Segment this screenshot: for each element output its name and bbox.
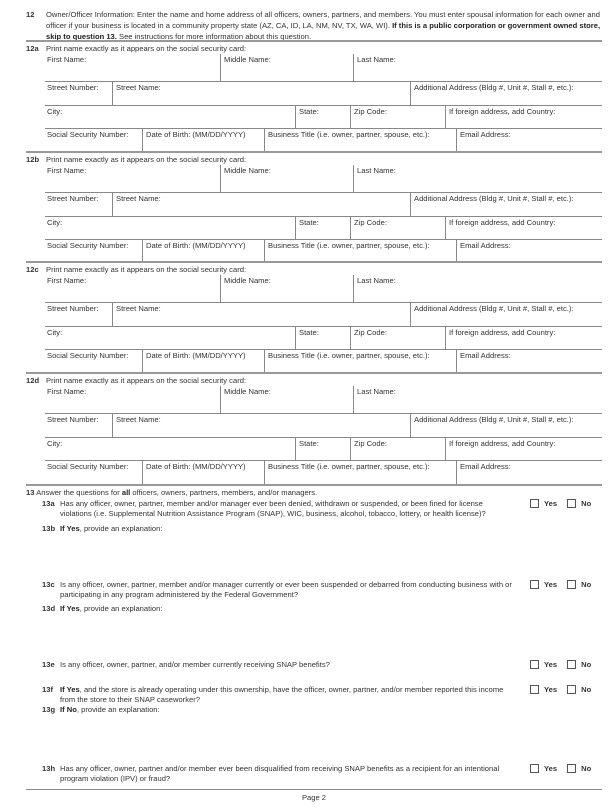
label-text: Middle Name: (224, 166, 271, 175)
label-text: If foreign address, add Country: (449, 439, 556, 448)
label-text: No (581, 685, 592, 694)
zip-field[interactable] (350, 327, 445, 349)
label-text: Email Address: (460, 241, 511, 250)
label-text: If foreign address, add Country: (449, 218, 556, 227)
address-row (45, 193, 602, 217)
label-text: No (581, 499, 592, 508)
label-text: Business Title (i.e. owner, partner, spouse, etc.): (268, 130, 430, 139)
label-text: If Yes (60, 524, 80, 533)
owner-block (26, 40, 602, 150)
label-text: 13a (42, 499, 55, 508)
label-text: Date of Birth: (MM/DD/YYYY) (146, 351, 246, 360)
label-text: Street Number: (47, 194, 99, 203)
label-text: Business Title (i.e. owner, partner, spouse, etc.): (268, 462, 430, 471)
label-text: Last Name: (357, 387, 396, 396)
label-text: City: (47, 328, 63, 337)
label-text: 13f (42, 685, 53, 694)
label-text: 13g (42, 705, 56, 714)
label-text: Middle Name: (224, 276, 271, 285)
yes-checkbox[interactable] (530, 764, 539, 773)
business-title-field[interactable] (264, 461, 456, 484)
street-name-field[interactable] (112, 82, 410, 105)
label-text: No (581, 764, 592, 773)
question-13h (42, 764, 512, 784)
name-row (45, 275, 602, 303)
ssn-field[interactable] (45, 129, 142, 152)
street-name-field[interactable] (112, 303, 410, 326)
additional-address-field[interactable] (410, 303, 602, 326)
city-field[interactable] (45, 438, 295, 460)
label-text: Yes (544, 660, 558, 669)
owner-instruction: Print name exactly as it appears on the social security card: (46, 265, 247, 274)
city-field[interactable] (45, 217, 295, 239)
label-text: Date of Birth: (MM/DD/YYYY) (146, 241, 246, 250)
label-text: City: (47, 218, 63, 227)
page-number: Page 2 (26, 789, 602, 802)
email-field[interactable] (456, 129, 602, 152)
first-name-field[interactable] (45, 275, 220, 302)
question-bold-text: If this is a public corporation or government owned store, skip to question 13. (46, 21, 601, 41)
street-number-field[interactable] (45, 82, 112, 105)
label-text: Street Name: (116, 415, 161, 424)
additional-address-field[interactable] (410, 193, 602, 216)
identity-row (45, 129, 602, 152)
last-name-field[interactable] (353, 54, 602, 81)
label-text: Zip Code: (354, 218, 387, 227)
label-text: State: (299, 439, 319, 448)
middle-name-field[interactable] (220, 54, 353, 81)
dob-field[interactable] (142, 129, 264, 152)
label-text: Street Number: (47, 304, 99, 313)
street-number-field[interactable] (45, 193, 112, 216)
label-text: Yes (544, 499, 558, 508)
label-text: 13e (42, 660, 55, 669)
business-title-field[interactable] (264, 240, 456, 263)
dob-field[interactable] (142, 350, 264, 373)
city-row (45, 106, 602, 129)
dob-field[interactable] (142, 461, 264, 484)
owner-number: 12b (26, 155, 40, 164)
label-text: Last Name: (357, 166, 396, 175)
address-row (45, 82, 602, 106)
yes-no-13e (530, 660, 591, 669)
no-checkbox[interactable] (567, 764, 576, 773)
middle-name-field[interactable] (220, 165, 353, 192)
email-field[interactable] (456, 240, 602, 263)
label-text: If Yes (60, 685, 80, 694)
label-text: First Name: (47, 55, 87, 64)
question-text: Owner/Officer Information: Enter the name and home address of all officers, owners, partners, and members. You must enter spousal information for each owner and officer if your business is located in a community property state (AZ, CA, ID, LA, NM, NV, TX, WA, WI). (46, 10, 600, 30)
label-text: Additional Address (Bldg #, Unit #, Stall #, etc.): (414, 83, 574, 92)
label-text: Is any officer, owner, partner, member and/or manager currently or ever been suspended or debarred from conducting business with or participating in any program administered by the Federal Government? (60, 580, 512, 599)
first-name-field[interactable] (45, 54, 220, 81)
label-text: Additional Address (Bldg #, Unit #, Stall #, etc.): (414, 194, 574, 203)
label-text: Email Address: (460, 462, 511, 471)
question-13g (42, 705, 512, 715)
last-name-field[interactable] (353, 386, 602, 413)
question-bold: all (121, 488, 131, 497)
owner-number: 12d (26, 376, 40, 385)
label-text: State: (299, 107, 319, 116)
question-number: 12 (26, 10, 35, 19)
country-field[interactable] (445, 217, 602, 239)
label-text: Email Address: (460, 351, 511, 360)
yes-no-13c (530, 580, 591, 589)
label-text: First Name: (47, 166, 87, 175)
first-name-field[interactable] (45, 386, 220, 413)
label-text: Street Number: (47, 415, 99, 424)
label-text: Last Name: (357, 276, 396, 285)
owner-number: 12a (26, 44, 39, 53)
zip-field[interactable] (350, 438, 445, 460)
label-text: Date of Birth: (MM/DD/YYYY) (146, 130, 246, 139)
label-text: Zip Code: (354, 328, 387, 337)
label-text: Has any officer, owner, partner, member and/or manager ever been denied, withdrawn or suspended, or been fined for license violations (i.e. Supplemental Nutrition Assistance Program (SNAP), WIC, business, alcohol, tobacco, lottery, or health license)? (60, 499, 486, 518)
country-field[interactable] (445, 327, 602, 349)
street-number-field[interactable] (45, 414, 112, 437)
label-text: Zip Code: (354, 439, 387, 448)
owner-block (26, 151, 602, 261)
owner-instruction: Print name exactly as it appears on the social security card: (46, 44, 247, 53)
label-text: Middle Name: (224, 387, 271, 396)
label-text: Middle Name: (224, 55, 271, 64)
yes-checkbox[interactable] (530, 685, 539, 694)
owner-instruction: Print name exactly as it appears on the social security card: (46, 376, 247, 385)
label-text: Additional Address (Bldg #, Unit #, Stall #, etc.): (414, 415, 574, 424)
email-field[interactable] (456, 350, 602, 373)
question-number: 13 (26, 488, 35, 497)
label-text: If No (60, 705, 77, 714)
dob-field[interactable] (142, 240, 264, 263)
label-text: First Name: (47, 387, 87, 396)
question-text-2: See instructions for more information about this question. (116, 32, 312, 41)
yes-no-13f (530, 685, 591, 694)
owner-number: 12c (26, 265, 39, 274)
business-title-field[interactable] (264, 350, 456, 373)
business-title-field[interactable] (264, 129, 456, 152)
last-name-field[interactable] (353, 275, 602, 302)
street-number-field[interactable] (45, 303, 112, 326)
state-field[interactable] (295, 106, 350, 128)
question-12 (26, 9, 606, 42)
country-field[interactable] (445, 106, 602, 128)
no-checkbox[interactable] (567, 685, 576, 694)
additional-address-field[interactable] (410, 82, 602, 105)
label-text: Social Security Number: (47, 241, 129, 250)
label-text: 13c (42, 580, 55, 589)
label-text: If foreign address, add Country: (449, 328, 556, 337)
first-name-field[interactable] (45, 165, 220, 192)
ssn-field[interactable] (45, 350, 142, 373)
label-text: Date of Birth: (MM/DD/YYYY) (146, 462, 246, 471)
label-text: If Yes (60, 604, 80, 613)
state-field[interactable] (295, 327, 350, 349)
label-text: Zip Code: (354, 107, 387, 116)
question-13d (42, 604, 512, 614)
yes-no-13h (530, 764, 591, 773)
street-name-field[interactable] (112, 414, 410, 437)
label-text: First Name: (47, 276, 87, 285)
yes-checkbox[interactable] (530, 580, 539, 589)
label-text: Yes (544, 685, 558, 694)
label-text: Street Number: (47, 83, 99, 92)
label-text: Street Name: (116, 194, 161, 203)
middle-name-field[interactable] (220, 275, 353, 302)
question-13 (26, 484, 602, 498)
label-text: Street Name: (116, 304, 161, 313)
label-text: Email Address: (460, 130, 511, 139)
state-field[interactable] (295, 438, 350, 460)
label-text: Social Security Number: (47, 130, 129, 139)
middle-name-field[interactable] (220, 386, 353, 413)
label-text: If foreign address, add Country: (449, 107, 556, 116)
label-text: , provide an explanation: (76, 705, 160, 714)
owner-block (26, 261, 602, 371)
ssn-field[interactable] (45, 461, 142, 484)
identity-row (45, 350, 602, 373)
question-13a (42, 499, 512, 519)
label-text: Additional Address (Bldg #, Unit #, Stall #, etc.): (414, 304, 574, 313)
question-13b (42, 524, 512, 534)
label-text: State: (299, 218, 319, 227)
no-checkbox[interactable] (567, 499, 576, 508)
label-text: Social Security Number: (47, 462, 129, 471)
yes-no-13a (530, 499, 591, 508)
label-text: 13h (42, 764, 56, 773)
address-row (45, 414, 602, 438)
street-name-field[interactable] (112, 193, 410, 216)
no-checkbox[interactable] (567, 580, 576, 589)
label-text: Business Title (i.e. owner, partner, spouse, etc.): (268, 351, 430, 360)
label-text: Business Title (i.e. owner, partner, spouse, etc.): (268, 241, 430, 250)
question-text-2: officers, owners, partners, members, and/or managers. (130, 488, 318, 497)
name-row (45, 386, 602, 414)
label-text: City: (47, 439, 63, 448)
question-13c (42, 580, 512, 600)
additional-address-field[interactable] (410, 414, 602, 437)
identity-row (45, 461, 602, 484)
ssn-field[interactable] (45, 240, 142, 263)
label-text: Social Security Number: (47, 351, 129, 360)
label-text: , provide an explanation: (79, 604, 163, 613)
name-row (45, 165, 602, 193)
last-name-field[interactable] (353, 165, 602, 192)
label-text: , and the store is already operating under this ownership, have the officer, owner, partner, and/or member reported this income from the store to their SNAP caseworker? (60, 685, 504, 704)
label-text: No (581, 660, 592, 669)
zip-field[interactable] (350, 106, 445, 128)
city-field[interactable] (45, 106, 295, 128)
label-text: Is any officer, owner, partner, and/or member currently receiving SNAP benefits? (60, 660, 330, 669)
label-text: Street Name: (116, 83, 161, 92)
question-text: Answer the questions for (34, 488, 122, 497)
label-text: State: (299, 328, 319, 337)
identity-row (45, 240, 602, 263)
label-text: , provide an explanation: (79, 524, 163, 533)
label-text: City: (47, 107, 63, 116)
label-text: Last Name: (357, 55, 396, 64)
zip-field[interactable] (350, 217, 445, 239)
owner-instruction: Print name exactly as it appears on the social security card: (46, 155, 247, 164)
question-13f (42, 685, 512, 705)
label-text: 13b (42, 524, 56, 533)
email-field[interactable] (456, 461, 602, 484)
yes-checkbox[interactable] (530, 660, 539, 669)
label-text: Yes (544, 580, 558, 589)
no-checkbox[interactable] (567, 660, 576, 669)
yes-checkbox[interactable] (530, 499, 539, 508)
label-text: 13d (42, 604, 56, 613)
state-field[interactable] (295, 217, 350, 239)
question-13e (42, 660, 512, 670)
label-text: Yes (544, 764, 558, 773)
city-row (45, 327, 602, 350)
label-text: No (581, 580, 592, 589)
address-row (45, 303, 602, 327)
owner-block (26, 372, 602, 482)
country-field[interactable] (445, 438, 602, 460)
city-field[interactable] (45, 327, 295, 349)
city-row (45, 217, 602, 240)
city-row (45, 438, 602, 461)
label-text: Has any officer, owner, partner and/or member ever been disqualified from receiving SNAP benefits as a recipient for an intentional program violation (IPV) or fraud? (60, 764, 500, 783)
name-row (45, 54, 602, 82)
